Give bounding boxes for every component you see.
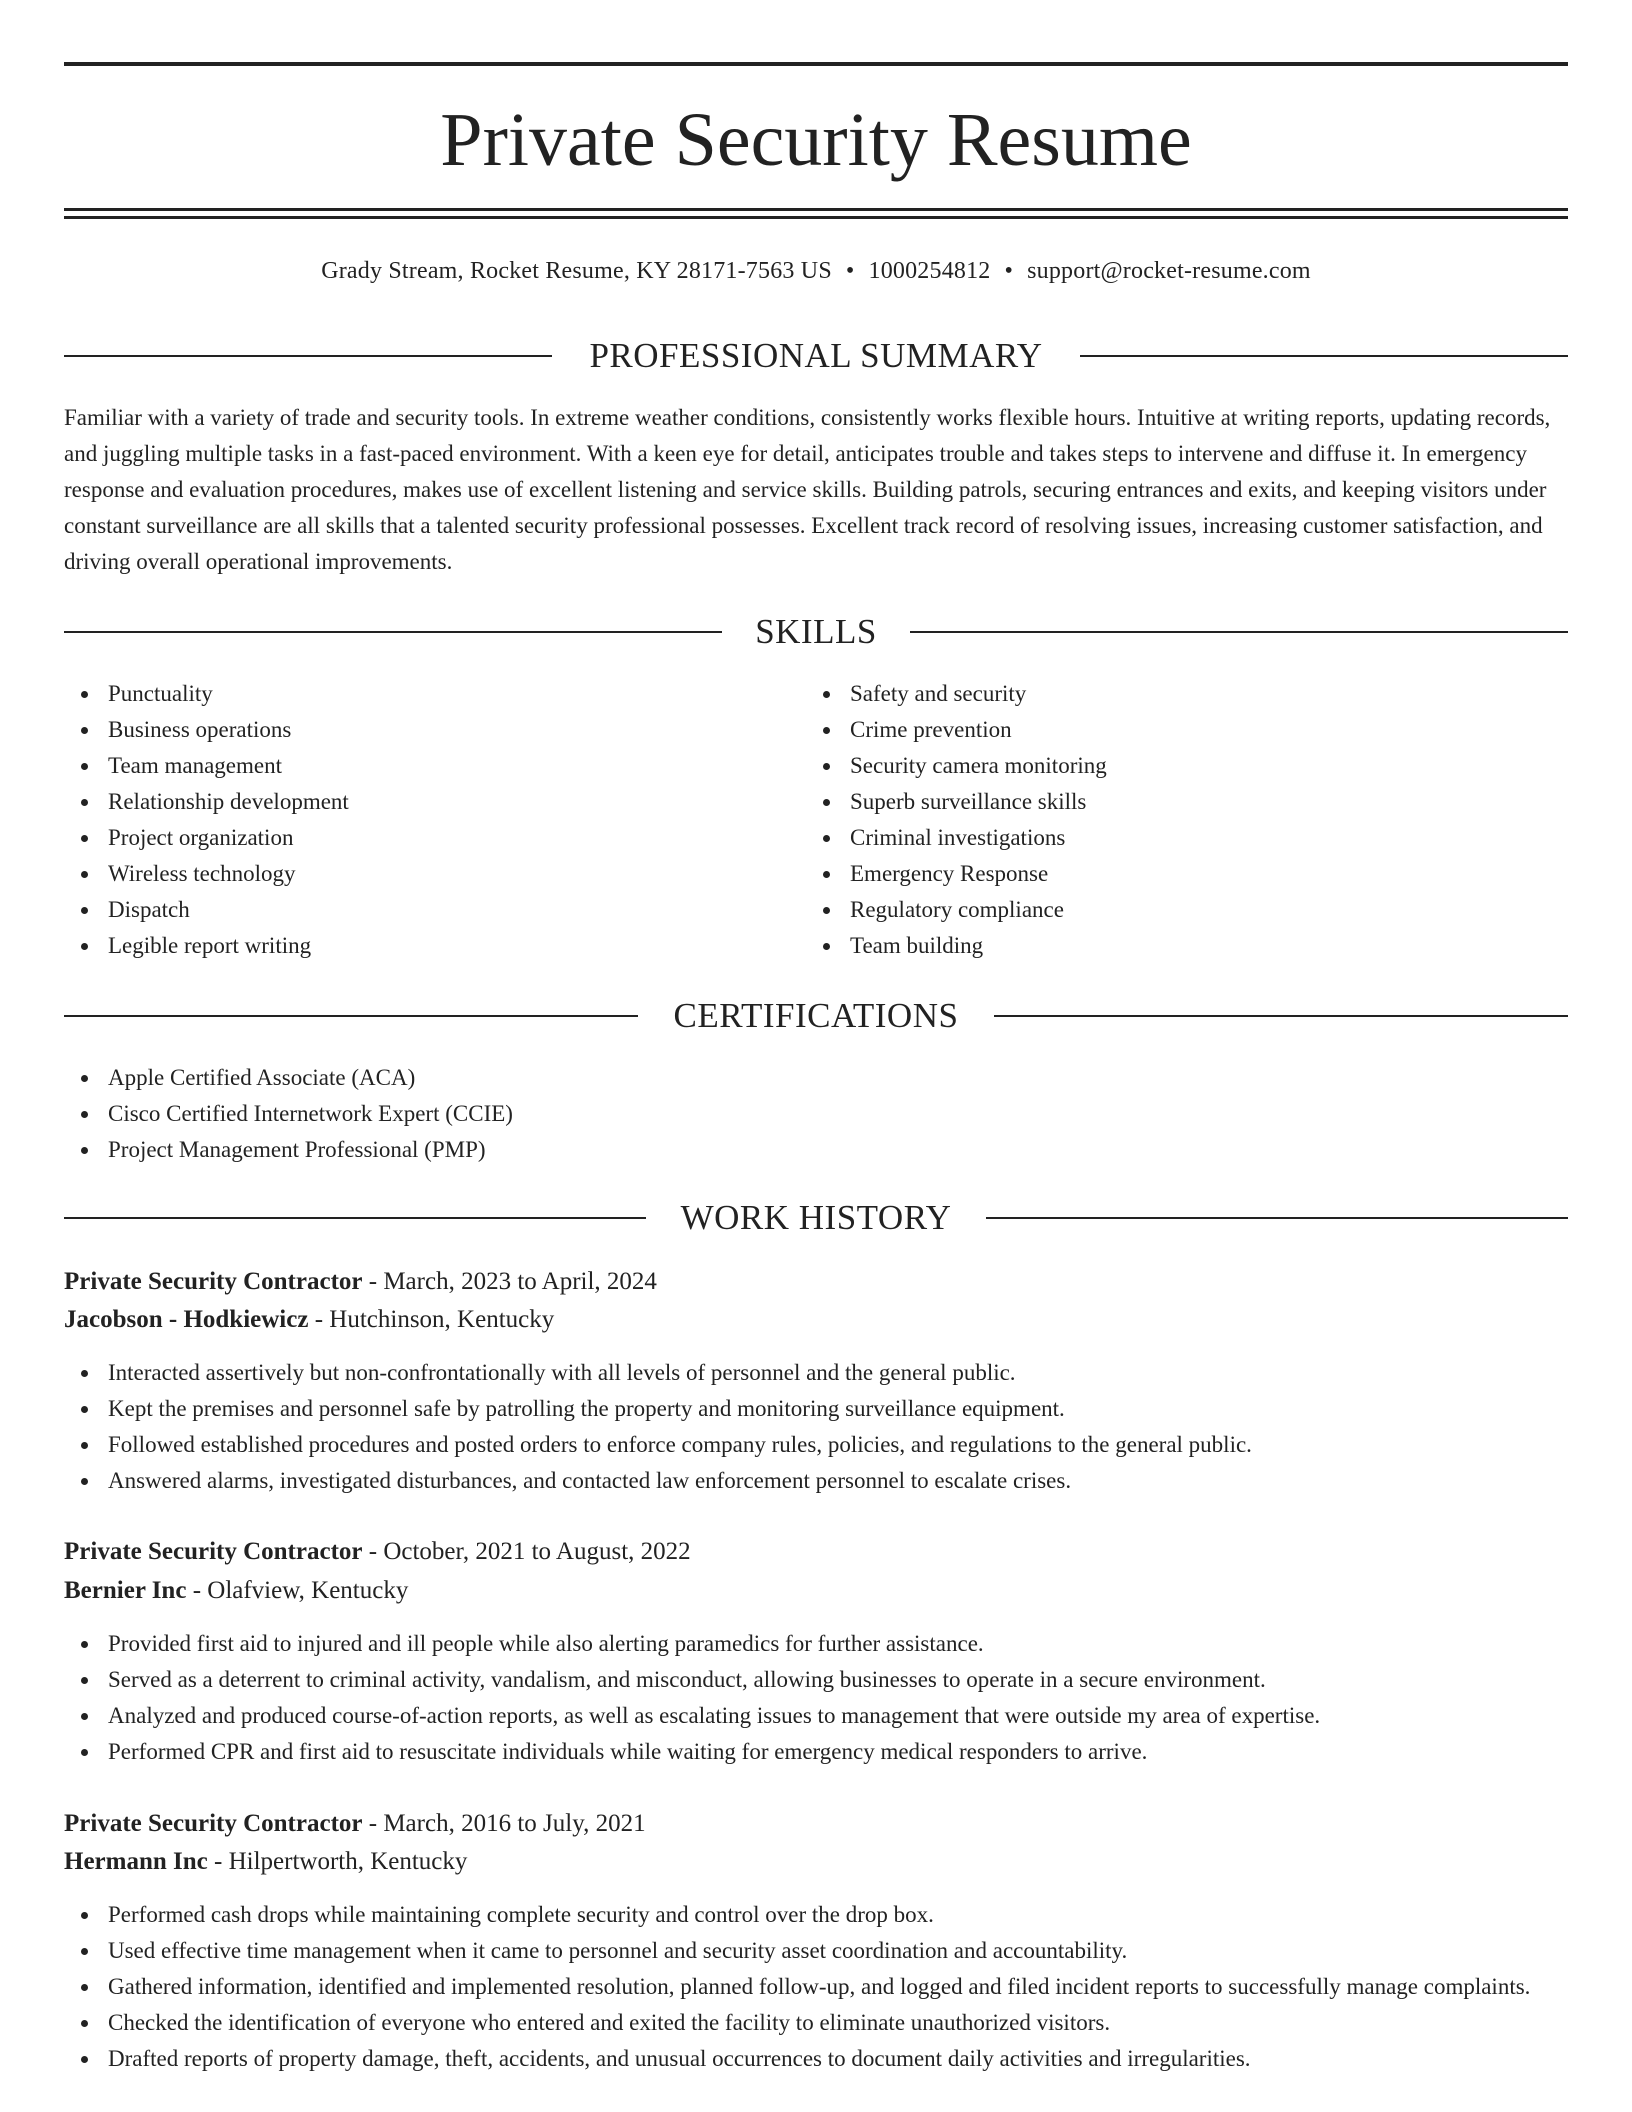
job-location: - Hutchinson, Kentucky xyxy=(308,1306,555,1333)
certifications-list xyxy=(64,1060,1568,1168)
section-rule-right xyxy=(1080,355,1568,357)
job-bullets xyxy=(64,1897,1568,2077)
job-bullet: Provided first aid to injured and ill people while also alerting paramedics for further assistance. xyxy=(64,1626,1568,1662)
job-bullet: Kept the premises and personnel safe by patrolling the property and monitoring surveillance equipment. xyxy=(64,1391,1568,1427)
skill-item: Dispatch xyxy=(64,892,804,928)
skill-item: Superb surveillance skills xyxy=(806,784,1546,820)
skill-item: Relationship development xyxy=(64,784,804,820)
certification-item: Project Management Professional (PMP) xyxy=(64,1132,1568,1168)
certification-item: Cisco Certified Internetwork Expert (CCIE) xyxy=(64,1096,1568,1132)
skill-item: Security camera monitoring xyxy=(806,748,1546,784)
contact-email[interactable]: support@rocket-resume.com xyxy=(1027,258,1311,284)
job-bullet: Performed CPR and first aid to resuscitate individuals while waiting for emergency medical responders to arrive. xyxy=(64,1734,1568,1770)
certification-item: Apple Certified Associate (ACA) xyxy=(64,1060,1568,1096)
job-bullet: Interacted assertively but non-confrontationally with all levels of personnel and the general public. xyxy=(64,1355,1568,1391)
skill-item: Project organization xyxy=(64,820,804,856)
section-rule-right xyxy=(994,1015,1568,1017)
section-title-certifications: CERTIFICATIONS xyxy=(673,996,959,1035)
job-bullet: Served as a deterrent to criminal activity, vandalism, and misconduct, allowing businesses to operate in a secure environment. xyxy=(64,1662,1568,1698)
section-header-work-history xyxy=(64,1196,1568,1240)
contact-address: Grady Stream, Rocket Resume, KY 28171-7563 US xyxy=(321,258,832,284)
contact-line xyxy=(64,254,1568,288)
job-bullet: Performed cash drops while maintaining complete security and control over the drop box. xyxy=(64,1897,1568,1933)
header-top-rule xyxy=(64,62,1568,66)
job-company: Bernier Inc xyxy=(64,1577,187,1604)
job-title-line xyxy=(64,1533,1568,1571)
section-header-certifications xyxy=(64,994,1568,1038)
summary-paragraph: Familiar with a variety of trade and security tools. In extreme weather conditions, consistently works flexible hours. Intuitive at writing reports, updating records, and juggling multiple tasks in a fast-paced environment. With a keen eye for detail, anticipates trouble and takes steps to intervene and diffuse it. In emergency response and evaluation procedures, makes use of excellent listening and service skills. Building patrols, securing entrances and exits, and keeping visitors under constant surveillance are all skills that a talented security professional possesses. Excellent track record of resolving issues, increasing customer satisfaction, and driving overall operational improvements. xyxy=(64,405,1551,574)
header-double-rule-bottom xyxy=(64,216,1568,219)
job-bullets xyxy=(64,1626,1568,1770)
section-header-skills xyxy=(64,610,1568,654)
job-title: Private Security Contractor xyxy=(64,1538,363,1565)
job-company: Hermann Inc xyxy=(64,1848,208,1875)
job-company-line xyxy=(64,1572,1568,1610)
job-bullet: Followed established procedures and posted orders to enforce company rules, policies, and regulations to the general public. xyxy=(64,1427,1568,1463)
job-title-line xyxy=(64,1805,1568,1843)
skills-list-right xyxy=(806,676,1546,964)
job-bullet: Drafted reports of property damage, theft, accidents, and unusual occurrences to document daily activities and irregularities. xyxy=(64,2041,1568,2077)
job-bullet: Answered alarms, investigated disturbances, and contacted law enforcement personnel to escalate crises. xyxy=(64,1463,1568,1499)
job-title: Private Security Contractor xyxy=(64,1268,363,1295)
job-location: - Olafview, Kentucky xyxy=(186,1577,409,1604)
job-company-line xyxy=(64,1843,1568,1881)
contact-separator: • xyxy=(845,258,855,284)
job-company-line xyxy=(64,1301,1568,1339)
skill-item: Regulatory compliance xyxy=(806,892,1546,928)
skill-item: Criminal investigations xyxy=(806,820,1546,856)
section-rule-right xyxy=(910,631,1568,633)
job-dates: - March, 2023 to April, 2024 xyxy=(362,1268,657,1295)
section-title-skills: SKILLS xyxy=(755,612,877,651)
section-header-summary xyxy=(64,334,1568,378)
job-location: - Hilpertworth, Kentucky xyxy=(207,1848,468,1875)
skill-item: Legible report writing xyxy=(64,928,804,964)
section-title-summary: PROFESSIONAL SUMMARY xyxy=(589,336,1043,375)
skill-item: Safety and security xyxy=(806,676,1546,712)
job-bullet: Used effective time management when it came to personnel and security asset coordination and accountability. xyxy=(64,1933,1568,1969)
job-company: Jacobson - Hodkiewicz xyxy=(64,1306,309,1333)
job-dates: - October, 2021 to August, 2022 xyxy=(362,1538,691,1565)
skill-item: Emergency Response xyxy=(806,856,1546,892)
skill-item: Business operations xyxy=(64,712,804,748)
job-dates: - March, 2016 to July, 2021 xyxy=(362,1810,646,1837)
job-bullet: Analyzed and produced course-of-action reports, as well as escalating issues to management that were outside my area of expertise. xyxy=(64,1698,1568,1734)
skill-item: Team building xyxy=(806,928,1546,964)
section-rule-right xyxy=(986,1217,1568,1219)
skill-item: Wireless technology xyxy=(64,856,804,892)
header-double-rule-top xyxy=(64,208,1568,211)
job-title-line xyxy=(64,1263,1568,1301)
skill-item: Crime prevention xyxy=(806,712,1546,748)
contact-separator: • xyxy=(1004,258,1014,284)
job-title: Private Security Contractor xyxy=(64,1810,363,1837)
skills-list-left xyxy=(64,676,804,964)
section-title-work-history: WORK HISTORY xyxy=(680,1198,952,1237)
skill-item: Team management xyxy=(64,748,804,784)
contact-phone: 1000254812 xyxy=(868,258,991,284)
job-bullet: Gathered information, identified and implemented resolution, planned follow-up, and logged and filed incident reports to successfully manage complaints. xyxy=(64,1969,1568,2005)
job-bullet: Checked the identification of everyone who entered and exited the facility to eliminate unauthorized visitors. xyxy=(64,2005,1568,2041)
job-bullets xyxy=(64,1355,1568,1499)
skill-item: Punctuality xyxy=(64,676,804,712)
resume-title: Private Security Resume xyxy=(440,98,1192,182)
